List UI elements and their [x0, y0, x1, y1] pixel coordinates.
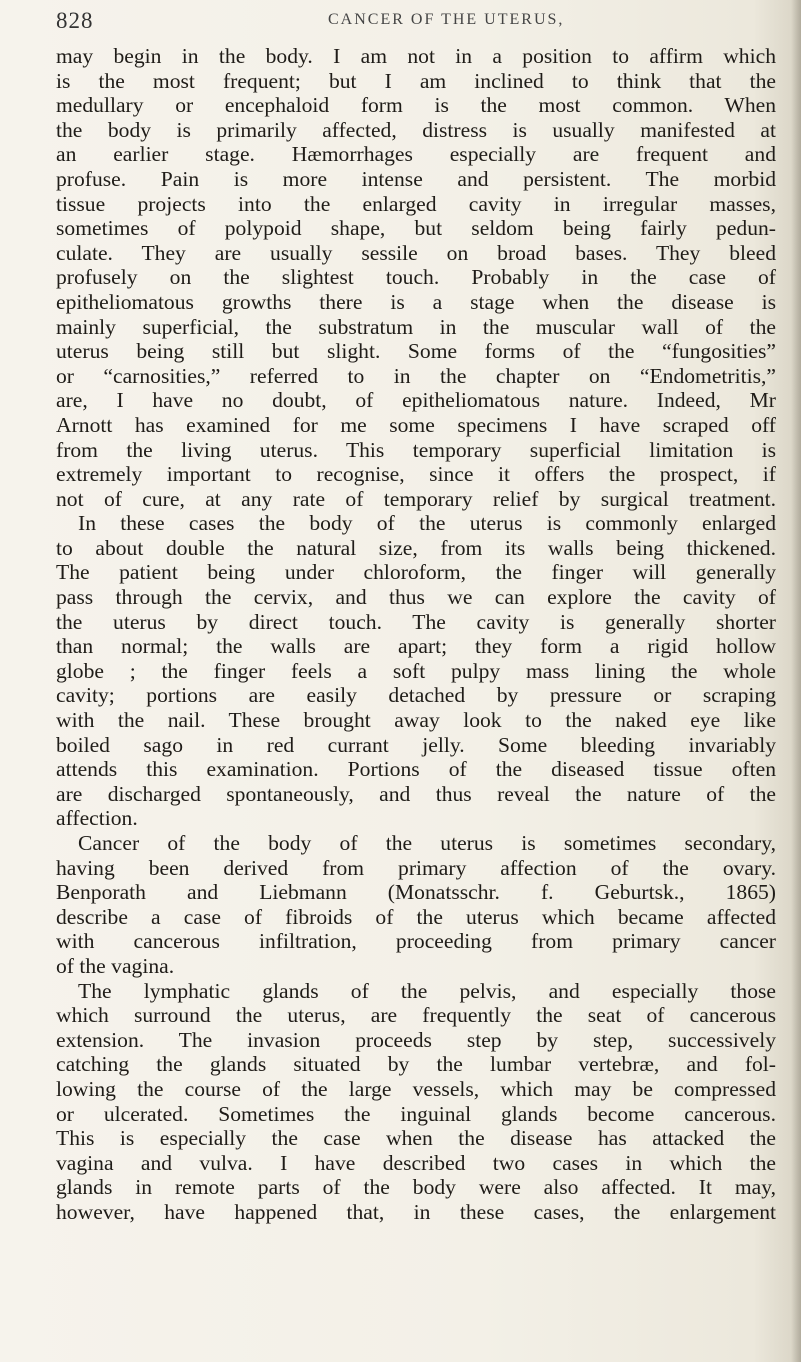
text-line: the body is primarily affected, distress is usually manifested at [56, 117, 776, 142]
text-line: with the nail. These brought away look to the naked eye like [56, 708, 776, 733]
text-line: or ulcerated. Sometimes the inguinal glands become cancerous. [56, 1101, 776, 1126]
text-line: Benporath and Liebmann (Monatsschr. f. Geburtsk., 1865) [56, 880, 776, 905]
text-line: uterus being still but slight. Some forms of the “fungosities” [56, 339, 776, 364]
text-line: cavity; portions are easily detached by pressure or scraping [56, 683, 776, 708]
text-line: from the living uterus. This temporary superficial limitation is [56, 437, 776, 462]
text-line: may begin in the body. I am not in a position to affirm which [56, 44, 776, 68]
text-line: extremely important to recognise, since it offers the prospect, if [56, 462, 776, 487]
text-line: profusely on the slightest touch. Probably in the case of [56, 265, 776, 290]
text-line: which surround the uterus, are frequently the seat of cancerous [56, 1003, 776, 1028]
text-line: boiled sago in red currant jelly. Some bleeding invariably [56, 732, 776, 757]
text-line: than normal; the walls are apart; they form a rigid hollow [56, 634, 776, 659]
text-line: describe a case of fibroids of the uterus which became affected [56, 904, 776, 929]
text-line: Cancer of the body of the uterus is sometimes secondary, [78, 831, 776, 855]
text-line: medullary or encephaloid form is the most common. When [56, 93, 776, 118]
text-line: having been derived from primary affection of the ovary. [56, 855, 776, 880]
text-line: lowing the course of the large vessels, which may be compressed [56, 1076, 776, 1101]
page-number: 828 [56, 8, 94, 33]
text-line: culate. They are usually sessile on broad bases. They bleed [56, 240, 776, 265]
text-line: mainly superficial, the substratum in the muscular wall of the [56, 314, 776, 339]
text-line: epitheliomatous growths there is a stage when the disease is [56, 289, 776, 314]
text-line: sometimes of polypoid shape, but seldom being fairly pedun- [56, 216, 776, 241]
text-line: The lymphatic glands of the pelvis, and especially those [78, 978, 776, 1003]
text-line: vagina and vulva. I have described two cases in which the [56, 1150, 776, 1175]
text-line: affection. [56, 806, 138, 831]
text-line: to about double the natural size, from its walls being thickened. [56, 535, 776, 560]
text-line: or “carnosities,” referred to in the chapter on “Endometritis,” [56, 363, 776, 388]
text-line: tissue projects into the enlarged cavity in irregular masses, [56, 191, 776, 216]
running-head [56, 8, 776, 38]
text-line: pass through the cervix, and thus we can explore the cavity of [56, 585, 776, 610]
text-line: an earlier stage. Hæmorrhages especially are frequent and [56, 142, 776, 167]
text-line: of the vagina. [56, 953, 175, 978]
text-line: not of cure, at any rate of temporary relief by surgical treatment. [56, 486, 776, 511]
text-line: profuse. Pain is more intense and persistent. The morbid [56, 166, 776, 191]
text-line: the uterus by direct touch. The cavity is generally shorter [56, 609, 776, 634]
running-title: CANCER OF THE UTERUS, [328, 11, 565, 28]
text-line: with cancerous infiltration, proceeding from primary cancer [56, 929, 776, 954]
text-line: are discharged spontaneously, and thus reveal the nature of the [56, 781, 776, 806]
body-text [56, 44, 776, 1225]
text-line: however, have happened that, in these cases, the enlargement [56, 1199, 776, 1224]
text-line: attends this examination. Portions of the diseased tissue often [56, 757, 776, 782]
text-line: globe ; the finger feels a soft pulpy mass lining the whole [56, 658, 776, 683]
text-line: glands in remote parts of the body were also affected. It may, [56, 1175, 776, 1200]
text-line: In these cases the body of the uterus is commonly enlarged [78, 511, 776, 536]
text-line: extension. The invasion proceeds step by step, successively [56, 1027, 776, 1052]
text-line: Arnott has examined for me some specimens I have scraped off [56, 412, 776, 437]
text-line: catching the glands situated by the lumbar vertebræ, and fol- [56, 1052, 776, 1077]
text-line: This is especially the case when the disease has attacked the [56, 1126, 776, 1151]
text-line: The patient being under chloroform, the finger will generally [56, 560, 776, 585]
page-edge-shadow [791, 0, 801, 1362]
text-line: are, I have no doubt, of epitheliomatous nature. Indeed, Mr [56, 388, 776, 413]
text-line: is the most frequent; but I am inclined to think that the [56, 68, 776, 93]
